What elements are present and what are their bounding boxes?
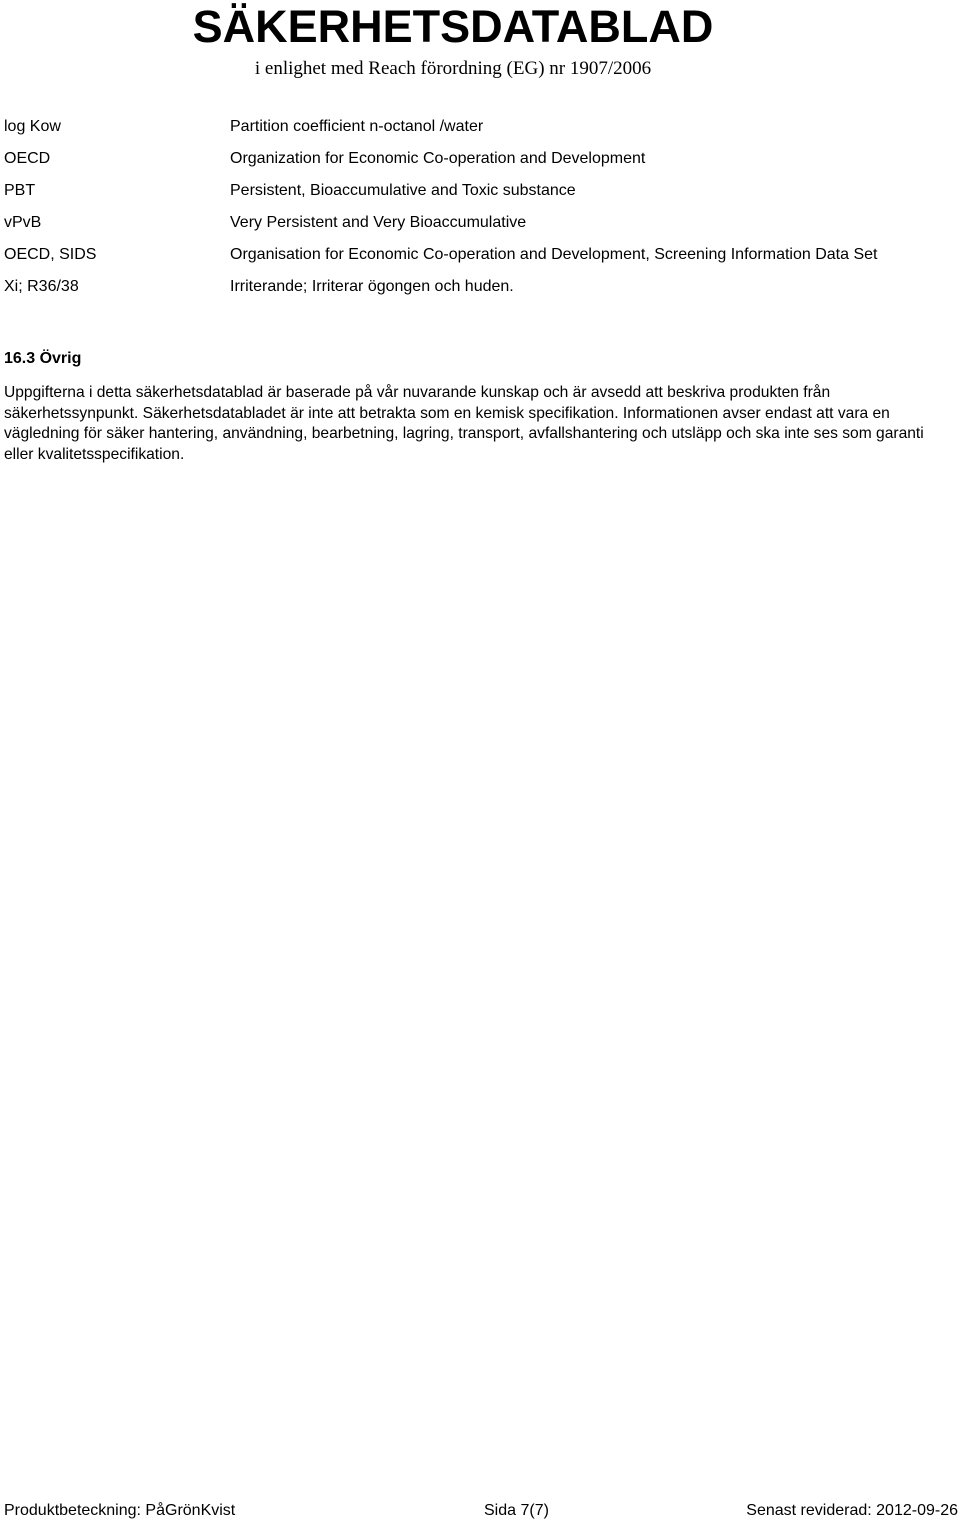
section-heading: 16.3 Övrig (4, 350, 82, 367)
abbreviation-term: Xi; R36/38 (4, 278, 79, 295)
page-footer (4, 1502, 958, 1522)
abbreviation-row (4, 117, 954, 137)
abbreviation-term: PBT (4, 182, 36, 199)
section-body (4, 383, 954, 465)
abbreviation-list (4, 117, 954, 309)
abbreviation-description: Organisation for Economic Co-operation and Development, Screening Information Data Set (230, 246, 878, 263)
footer-product-name: Produktbeteckning: PåGrönKvist (4, 1502, 236, 1519)
document-title: SÄKERHETSDATABLAD (192, 1, 714, 52)
abbreviation-term: OECD (4, 150, 51, 167)
abbreviation-description: Irriterande; Irriterar ögongen och huden. (230, 278, 514, 295)
abbreviation-term: vPvB (4, 214, 42, 231)
document-subtitle: i enlighet med Reach förordning (EG) nr 1907/2006 (254, 58, 652, 79)
section-paragraph: Uppgifterna i detta säkerhetsdatablad är baserade på vår nuvarande kunskap och är avsedd att beskriva produkten från säkerhetssynpunkt. Säkerhetsdatabladet är inte att betrakta som en kemisk specifikation. Informationen avser endast att vara en vägledning för säker hantering, användning, bearbetning, lagring, transport, avfallshantering och utsläpp och ska inte ses som garanti eller kvalitetsspecifikation. (4, 384, 924, 463)
abbreviation-row (4, 149, 954, 169)
abbreviation-term: log Kow (4, 118, 61, 135)
abbreviation-row (4, 213, 954, 233)
abbreviation-row (4, 277, 954, 297)
abbreviation-description: Persistent, Bioaccumulative and Toxic substance (230, 182, 576, 199)
abbreviation-description: Partition coefficient n-octanol /water (230, 118, 484, 135)
abbreviation-description: Very Persistent and Very Bioaccumulative (230, 214, 527, 231)
abbreviation-row (4, 181, 954, 201)
abbreviation-description: Organization for Economic Co-operation and Development (230, 150, 646, 167)
footer-revision-date: Senast reviderad: 2012-09-26 (746, 1502, 958, 1519)
footer-page-number: Sida 7(7) (484, 1502, 549, 1519)
abbreviation-term: OECD, SIDS (4, 246, 97, 263)
abbreviation-row (4, 245, 954, 265)
